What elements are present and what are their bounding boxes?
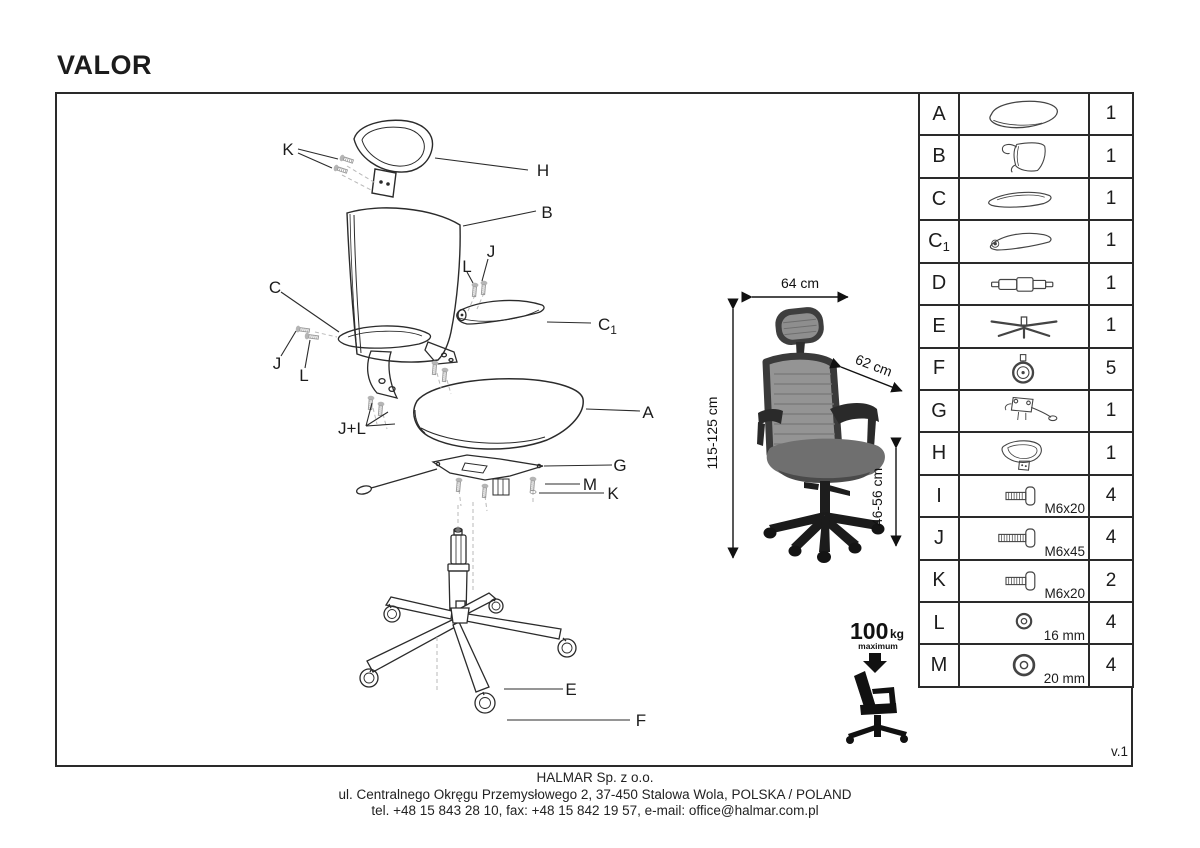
label-k-mechanism: K	[607, 484, 619, 503]
part-letter: I	[936, 484, 942, 507]
parts-table	[918, 92, 1134, 688]
seat-part	[414, 379, 583, 449]
label-a: A	[642, 403, 654, 422]
label-l-right: L	[462, 257, 472, 276]
label-f: F	[635, 711, 647, 730]
table-row	[920, 264, 1132, 306]
part-spec: M6x20	[1044, 501, 1085, 517]
armrest-right-part	[457, 300, 544, 324]
part-letter: J	[934, 526, 944, 549]
footer-contact: tel. +48 15 843 28 10, fax: +48 15 842 19 57, e-mail: office@halmar.com.pl	[371, 803, 819, 818]
part-spec: M6x45	[1044, 543, 1085, 559]
table-row: C 1 1	[920, 221, 1132, 263]
part-qty: 4	[1105, 612, 1117, 634]
label-m: M	[582, 475, 598, 494]
headrest-icon	[974, 436, 1074, 472]
chair-silhouette	[846, 653, 908, 744]
gas-lift-icon	[974, 266, 1074, 302]
five-star-base-icon	[974, 308, 1074, 344]
label-k-headrest: K	[282, 140, 294, 159]
label-g: G	[613, 456, 627, 475]
part-letter: L	[933, 611, 945, 634]
label-l-left: L	[299, 366, 309, 385]
part-qty: 1	[1105, 272, 1117, 294]
table-row	[920, 518, 1132, 560]
part-qty: 1	[1105, 442, 1117, 464]
assembled-chair-view	[700, 270, 925, 570]
weight-value: 100	[850, 618, 889, 644]
table-row	[920, 306, 1132, 348]
part-qty: 1	[1105, 400, 1117, 422]
backrest-icon	[974, 139, 1074, 175]
version-label: v.1	[1110, 744, 1128, 759]
part-qty: 4	[1105, 485, 1117, 506]
weight-limit-badge	[838, 608, 920, 750]
label-h: H	[536, 161, 550, 180]
backrest-part	[347, 208, 460, 362]
seat-icon	[974, 96, 1074, 132]
part-letter: C	[931, 187, 947, 210]
part-qty: 5	[1105, 357, 1117, 379]
part-qty: 1	[1105, 188, 1117, 210]
label-c: C	[268, 278, 282, 297]
part-letter: D	[931, 272, 947, 295]
part-letter: M	[930, 654, 948, 677]
table-row	[920, 561, 1132, 603]
part-qty: 2	[1105, 569, 1117, 591]
weight-unit: kg	[890, 627, 905, 641]
label-j-right: J	[486, 242, 496, 261]
dim-width-label: 64 cm	[780, 275, 820, 291]
mechanism-part	[356, 455, 543, 496]
part-letter: K	[932, 569, 946, 592]
table-row	[920, 391, 1132, 433]
table-row	[920, 645, 1132, 685]
weight-note: maximum	[858, 641, 898, 651]
label-j-plus-l: J+L	[338, 419, 366, 438]
label-j-left: J	[272, 354, 282, 373]
table-row	[920, 136, 1132, 178]
part-qty: 1	[1105, 145, 1117, 167]
caster-icon	[974, 351, 1074, 387]
label-c1: $C_1$	[598, 315, 617, 337]
dim-height-label: 115-125 cm	[704, 396, 720, 470]
dim-depth-label: 62 cm	[853, 351, 895, 380]
part-letter: C	[928, 229, 943, 252]
armrest-pad-icon	[974, 181, 1074, 217]
table-row	[920, 179, 1132, 221]
chair-photo	[757, 306, 885, 563]
footer	[0, 770, 1190, 820]
armrest-icon	[974, 223, 1074, 259]
mechanism-icon	[974, 393, 1074, 429]
headrest-part	[354, 120, 433, 197]
table-row	[920, 433, 1132, 475]
table-row	[920, 476, 1132, 518]
part-letter: G	[931, 399, 947, 422]
footer-address: ul. Centralnego Okręgu Przemysłowego 2, 37-450 Stalowa Wola, POLSKA / POLAND	[338, 786, 852, 802]
part-qty: 1	[1105, 103, 1117, 125]
product-title: VALOR	[57, 50, 152, 80]
footer-company: HALMAR Sp. z o.o.	[536, 770, 654, 785]
part-spec: 20 mm	[1043, 670, 1085, 686]
part-spec: M6x20	[1044, 586, 1085, 602]
part-qty: 4	[1105, 654, 1117, 676]
part-letter: F	[932, 357, 946, 380]
part-qty: 4	[1105, 527, 1117, 549]
part-spec: 16 mm	[1043, 628, 1085, 644]
table-row	[920, 603, 1132, 645]
dim-seat-height-label: 46-56 cm	[869, 467, 885, 527]
part-letter: H	[931, 442, 947, 465]
label-e: E	[565, 680, 577, 699]
part-letter: E	[932, 314, 946, 337]
base-part	[360, 593, 576, 713]
label-b: B	[541, 203, 553, 222]
table-row	[920, 94, 1132, 136]
screw-glyphs	[295, 154, 536, 498]
part-letter: A	[932, 102, 946, 125]
part-letter: B	[932, 145, 946, 168]
part-qty: 1	[1105, 230, 1117, 252]
part-qty: 1	[1105, 315, 1117, 337]
table-row	[920, 349, 1132, 391]
